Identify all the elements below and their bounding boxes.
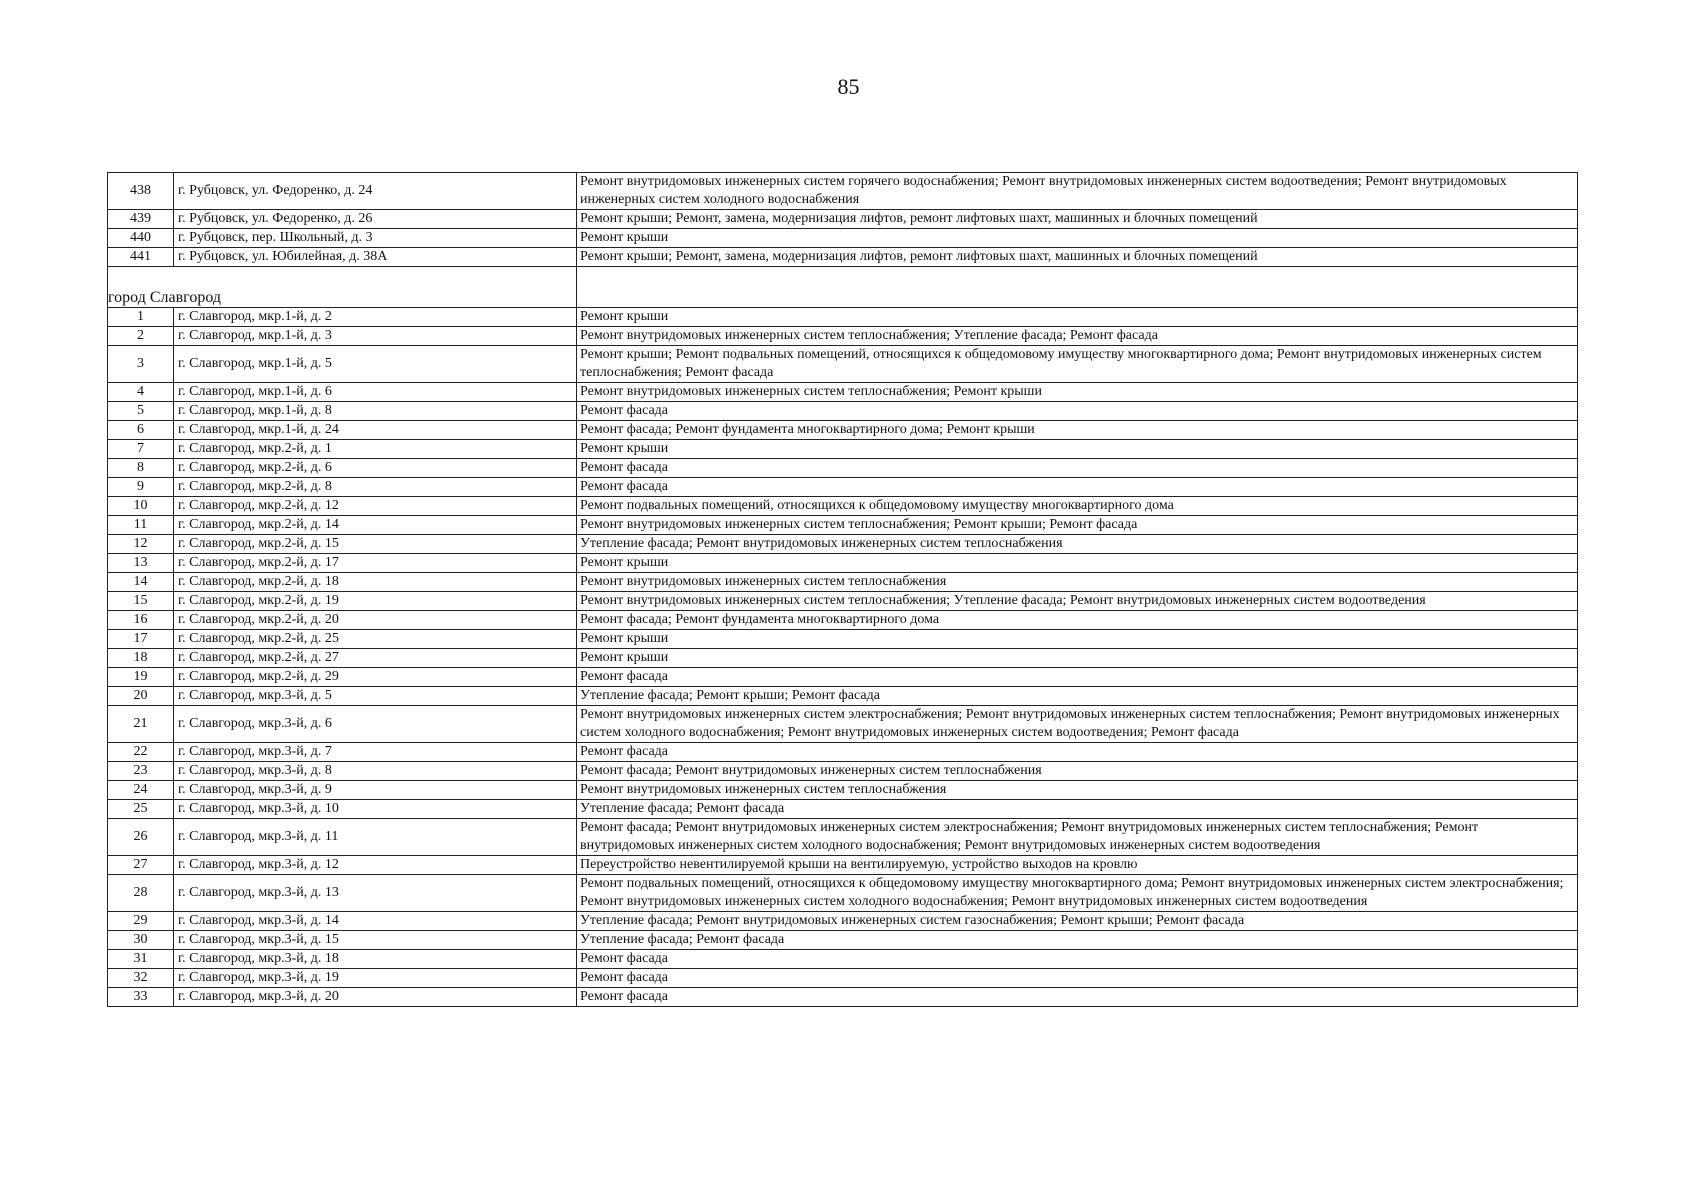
row-address: г. Славгород, мкр.1-й, д. 24: [174, 421, 577, 440]
row-address: г. Славгород, мкр.2-й, д. 20: [174, 611, 577, 630]
table-row: [108, 630, 1578, 649]
table-row: [108, 229, 1578, 248]
section-header-group: [108, 267, 1578, 308]
row-works: Ремонт фасада: [577, 478, 1578, 497]
table-row: [108, 875, 1578, 912]
row-works: Ремонт внутридомовых инженерных систем теплоснабжения; Утепление фасада; Ремонт фасада: [577, 327, 1578, 346]
table-row: [108, 459, 1578, 478]
row-address: г. Славгород, мкр.2-й, д. 17: [174, 554, 577, 573]
row-number: 20: [108, 687, 174, 706]
row-works: Ремонт внутридомовых инженерных систем электроснабжения; Ремонт внутридомовых инженерных систем теплоснабжения; Ремонт внутридомовых инженерных систем холодного водоснабжения; Ремонт внутридомовых инженерных систем водоотведения; Ремонт фасада: [577, 706, 1578, 743]
table-row: [108, 800, 1578, 819]
repair-table: [107, 172, 1578, 1007]
row-address: г. Славгород, мкр.3-й, д. 18: [174, 950, 577, 969]
row-works: Ремонт фасада; Ремонт фундамента многоквартирного дома; Ремонт крыши: [577, 421, 1578, 440]
row-works: Ремонт внутридомовых инженерных систем теплоснабжения: [577, 781, 1578, 800]
table-row: [108, 516, 1578, 535]
table-row: [108, 668, 1578, 687]
table-row: [108, 346, 1578, 383]
row-works: Утепление фасада; Ремонт фасада: [577, 800, 1578, 819]
row-number: 12: [108, 535, 174, 554]
row-number: 15: [108, 592, 174, 611]
row-address: г. Славгород, мкр.2-й, д. 25: [174, 630, 577, 649]
row-address: г. Славгород, мкр.3-й, д. 15: [174, 931, 577, 950]
row-works: Ремонт фасада: [577, 969, 1578, 988]
row-number: 438: [108, 173, 174, 210]
table-row: [108, 440, 1578, 459]
row-address: г. Славгород, мкр.3-й, д. 9: [174, 781, 577, 800]
row-works: Ремонт крыши: [577, 440, 1578, 459]
row-address: г. Рубцовск, пер. Школьный, д. 3: [174, 229, 577, 248]
page-number: 85: [837, 74, 860, 99]
table-body-slavgorod: [108, 308, 1578, 1007]
row-number: 30: [108, 931, 174, 950]
row-works: Ремонт подвальных помещений, относящихся к общедомовому имуществу многоквартирного дома: [577, 497, 1578, 516]
row-works: Ремонт фасада: [577, 988, 1578, 1007]
row-works: Ремонт фасада: [577, 950, 1578, 969]
row-works: Утепление фасада; Ремонт внутридомовых инженерных систем теплоснабжения: [577, 535, 1578, 554]
row-works: Ремонт внутридомовых инженерных систем теплоснабжения; Ремонт крыши: [577, 383, 1578, 402]
row-number: 2: [108, 327, 174, 346]
row-works: Ремонт крыши: [577, 554, 1578, 573]
row-address: г. Славгород, мкр.3-й, д. 5: [174, 687, 577, 706]
row-number: 10: [108, 497, 174, 516]
table-row: [108, 383, 1578, 402]
row-number: 17: [108, 630, 174, 649]
table-row: [108, 611, 1578, 630]
row-works: Ремонт крыши: [577, 229, 1578, 248]
table-row: [108, 248, 1578, 267]
row-address: г. Славгород, мкр.2-й, д. 8: [174, 478, 577, 497]
row-works: Ремонт фасада: [577, 743, 1578, 762]
row-number: 14: [108, 573, 174, 592]
row-number: 5: [108, 402, 174, 421]
row-works: Ремонт внутридомовых инженерных систем теплоснабжения; Утепление фасада; Ремонт внутридомовых инженерных систем водоотведения: [577, 592, 1578, 611]
row-works: Утепление фасада; Ремонт внутридомовых инженерных систем газоснабжения; Ремонт крыши; Ремонт фасада: [577, 912, 1578, 931]
row-number: 33: [108, 988, 174, 1007]
row-number: 26: [108, 819, 174, 856]
table-row: [108, 781, 1578, 800]
row-number: 11: [108, 516, 174, 535]
row-address: г. Рубцовск, ул. Федоренко, д. 26: [174, 210, 577, 229]
row-address: г. Славгород, мкр.3-й, д. 8: [174, 762, 577, 781]
row-number: 441: [108, 248, 174, 267]
table-row: [108, 950, 1578, 969]
row-works: Ремонт внутридомовых инженерных систем горячего водоснабжения; Ремонт внутридомовых инженерных систем водоотведения; Ремонт внутридомовых инженерных систем холодного водоснабжения: [577, 173, 1578, 210]
table-row: [108, 969, 1578, 988]
row-works: Переустройство невентилируемой крыши на вентилируемую, устройство выходов на кровлю: [577, 856, 1578, 875]
row-number: 28: [108, 875, 174, 912]
row-number: 31: [108, 950, 174, 969]
row-number: 439: [108, 210, 174, 229]
row-number: 16: [108, 611, 174, 630]
row-address: г. Славгород, мкр.1-й, д. 5: [174, 346, 577, 383]
section-row: [108, 289, 1578, 308]
row-works: Ремонт крыши: [577, 308, 1578, 327]
table-row: [108, 988, 1578, 1007]
row-number: 27: [108, 856, 174, 875]
table-row: [108, 535, 1578, 554]
row-works: Ремонт фасада: [577, 459, 1578, 478]
table-body-rubtsovsk: [108, 173, 1578, 267]
table-row: [108, 421, 1578, 440]
table-row: [108, 687, 1578, 706]
row-works: Ремонт крыши: [577, 630, 1578, 649]
row-number: 29: [108, 912, 174, 931]
table-row: [108, 327, 1578, 346]
row-number: 21: [108, 706, 174, 743]
row-address: г. Славгород, мкр.2-й, д. 1: [174, 440, 577, 459]
table-row: [108, 762, 1578, 781]
row-number: 24: [108, 781, 174, 800]
table-row: [108, 592, 1578, 611]
row-address: г. Рубцовск, ул. Федоренко, д. 24: [174, 173, 577, 210]
row-address: г. Славгород, мкр.1-й, д. 2: [174, 308, 577, 327]
row-number: 1: [108, 308, 174, 327]
row-works: Ремонт фасада: [577, 402, 1578, 421]
row-address: г. Славгород, мкр.1-й, д. 3: [174, 327, 577, 346]
row-works: Ремонт крыши: [577, 649, 1578, 668]
row-address: г. Славгород, мкр.3-й, д. 11: [174, 819, 577, 856]
row-works: Ремонт внутридомовых инженерных систем теплоснабжения; Ремонт крыши; Ремонт фасада: [577, 516, 1578, 535]
table-row: [108, 554, 1578, 573]
row-address: г. Славгород, мкр.2-й, д. 14: [174, 516, 577, 535]
row-works: Ремонт крыши; Ремонт, замена, модернизация лифтов, ремонт лифтовых шахт, машинных и блочных помещений: [577, 248, 1578, 267]
table-row: [108, 743, 1578, 762]
row-number: 9: [108, 478, 174, 497]
row-works: Ремонт фасада; Ремонт внутридомовых инженерных систем электроснабжения; Ремонт внутридомовых инженерных систем теплоснабжения; Ремонт внутридомовых инженерных систем холодного водоснабжения; Ремонт внутридомовых инженерных систем водоотведения: [577, 819, 1578, 856]
row-works: Ремонт внутридомовых инженерных систем теплоснабжения: [577, 573, 1578, 592]
row-number: 32: [108, 969, 174, 988]
row-address: г. Славгород, мкр.1-й, д. 8: [174, 402, 577, 421]
row-works: Ремонт крыши; Ремонт, замена, модернизация лифтов, ремонт лифтовых шахт, машинных и блочных помещений: [577, 210, 1578, 229]
row-address: г. Славгород, мкр.3-й, д. 13: [174, 875, 577, 912]
table-row: [108, 210, 1578, 229]
row-works: Ремонт фасада: [577, 668, 1578, 687]
row-number: 440: [108, 229, 174, 248]
row-address: г. Славгород, мкр.2-й, д. 12: [174, 497, 577, 516]
row-address: г. Рубцовск, ул. Юбилейная, д. 38А: [174, 248, 577, 267]
row-address: г. Славгород, мкр.2-й, д. 18: [174, 573, 577, 592]
row-address: г. Славгород, мкр.3-й, д. 10: [174, 800, 577, 819]
table-row: [108, 856, 1578, 875]
row-number: 25: [108, 800, 174, 819]
row-address: г. Славгород, мкр.1-й, д. 6: [174, 383, 577, 402]
row-number: 22: [108, 743, 174, 762]
table-row: [108, 308, 1578, 327]
table-row: [108, 706, 1578, 743]
row-number: 6: [108, 421, 174, 440]
row-number: 4: [108, 383, 174, 402]
row-address: г. Славгород, мкр.2-й, д. 27: [174, 649, 577, 668]
row-address: г. Славгород, мкр.3-й, д. 19: [174, 969, 577, 988]
row-address: г. Славгород, мкр.3-й, д. 7: [174, 743, 577, 762]
row-address: г. Славгород, мкр.2-й, д. 19: [174, 592, 577, 611]
row-works: Утепление фасада; Ремонт фасада: [577, 931, 1578, 950]
row-works: Ремонт фасада; Ремонт внутридомовых инженерных систем теплоснабжения: [577, 762, 1578, 781]
row-number: 3: [108, 346, 174, 383]
table-row: [108, 173, 1578, 210]
row-address: г. Славгород, мкр.3-й, д. 20: [174, 988, 577, 1007]
row-address: г. Славгород, мкр.2-й, д. 6: [174, 459, 577, 478]
row-number: 18: [108, 649, 174, 668]
table-row: [108, 649, 1578, 668]
row-number: 23: [108, 762, 174, 781]
table-row: [108, 573, 1578, 592]
row-number: 19: [108, 668, 174, 687]
row-address: г. Славгород, мкр.3-й, д. 12: [174, 856, 577, 875]
row-address: г. Славгород, мкр.2-й, д. 15: [174, 535, 577, 554]
table-row: [108, 912, 1578, 931]
row-number: 8: [108, 459, 174, 478]
table-row: [108, 478, 1578, 497]
row-address: г. Славгород, мкр.3-й, д. 14: [174, 912, 577, 931]
row-works: Ремонт фасада; Ремонт фундамента многоквартирного дома: [577, 611, 1578, 630]
row-works: Ремонт подвальных помещений, относящихся к общедомовому имуществу многоквартирного дома; Ремонт внутридомовых инженерных систем электроснабжения; Ремонт внутридомовых инженерных систем холодного водоснабжения; Ремонт внутридомовых инженерных систем водоотведения: [577, 875, 1578, 912]
table-row: [108, 402, 1578, 421]
row-works: Утепление фасада; Ремонт крыши; Ремонт фасада: [577, 687, 1578, 706]
row-address: г. Славгород, мкр.2-й, д. 29: [174, 668, 577, 687]
row-number: 7: [108, 440, 174, 459]
table-row: [108, 819, 1578, 856]
table-row: [108, 931, 1578, 950]
table-row: [108, 497, 1578, 516]
section-title: город Славгород: [108, 289, 577, 308]
spacer-row: [108, 267, 1578, 290]
row-address: г. Славгород, мкр.3-й, д. 6: [174, 706, 577, 743]
row-works: Ремонт крыши; Ремонт подвальных помещений, относящихся к общедомовому имуществу многоквартирного дома; Ремонт внутридомовых инженерных систем теплоснабжения; Ремонт фасада: [577, 346, 1578, 383]
row-number: 13: [108, 554, 174, 573]
